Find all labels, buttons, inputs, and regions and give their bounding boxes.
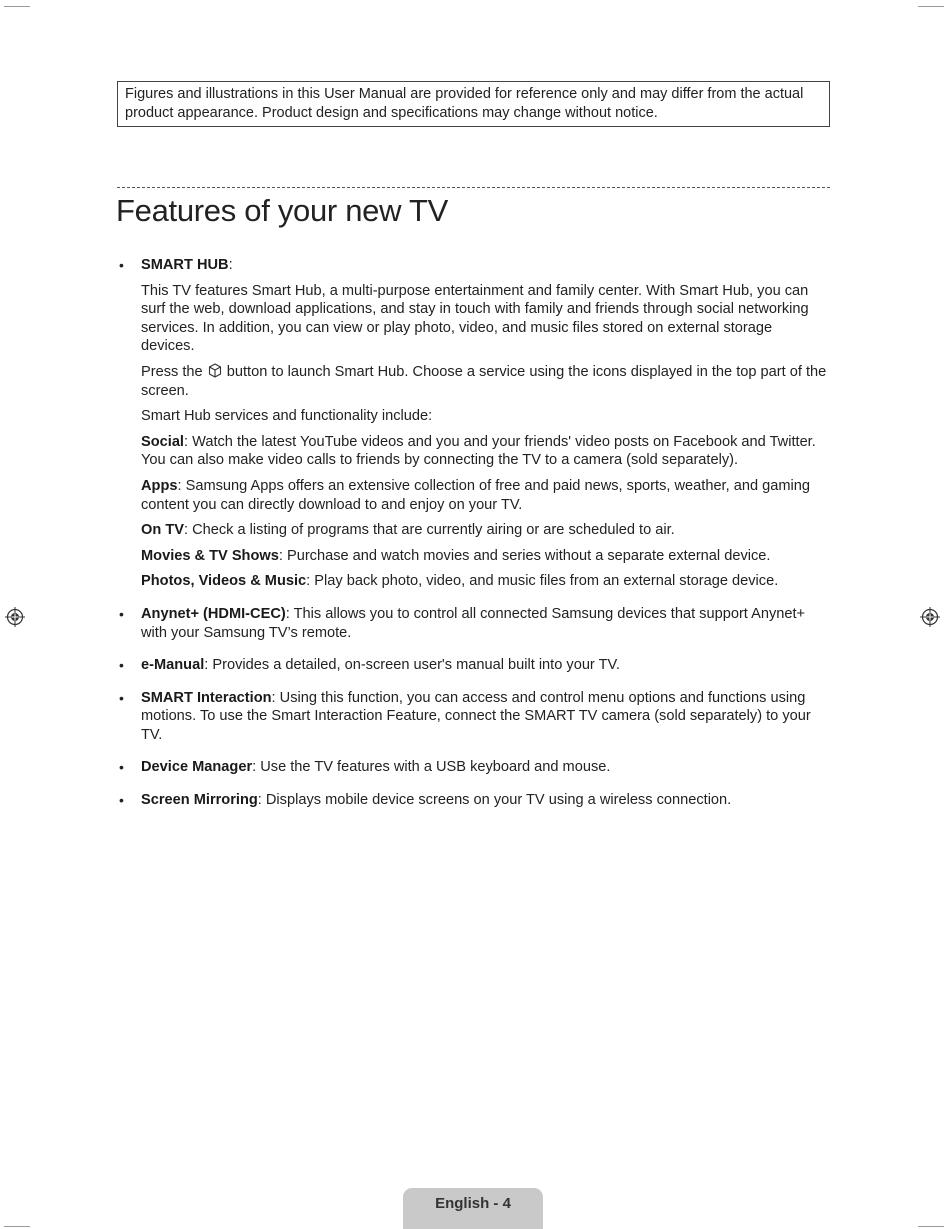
feature-text (141, 689, 827, 745)
bullet: • (119, 689, 124, 706)
feature-colon: : (228, 257, 233, 273)
service-item (141, 547, 827, 566)
feature-list (117, 256, 827, 824)
feature-term: Anynet+ (HDMI-CEC) (141, 605, 286, 622)
service-item (141, 572, 827, 591)
page-title: Features of your new TV (116, 193, 448, 228)
page-number-tab (403, 1188, 543, 1229)
crop-mark (918, 1226, 944, 1227)
section-divider (117, 187, 830, 188)
feature-text (141, 656, 827, 675)
smart-hub-button-icon (208, 363, 222, 378)
feature-text (141, 791, 827, 810)
service-item (141, 521, 827, 540)
feature-text (141, 758, 827, 777)
feature-term: Screen Mirroring (141, 792, 258, 809)
feature-anynet (117, 605, 827, 642)
service-term: Social (141, 433, 184, 450)
feature-description: This TV features Smart Hub, a multi-purpose entertainment and family center. With Smart Hub, you can surf the web, download applications, and stay in touch with family and friends through social networking services. In addition, you can view or play photo, video, and music files stored on external storage devices. (141, 282, 809, 355)
crop-mark (918, 6, 944, 7)
instruction-text: button to launch Smart Hub. Choose a service using the icons displayed in the top part of the screen. (141, 363, 827, 399)
service-item (141, 433, 827, 470)
feature-screen-mirroring (117, 791, 827, 810)
bullet: • (119, 605, 124, 622)
feature-description: : This allows you to control all connected Samsung devices that support Anynet+ with your Samsung TV’s remote. (141, 605, 806, 641)
service-description: : Watch the latest YouTube videos and you and your friends' video posts on Facebook and Twitter. You can also make video calls to friends by connecting the TV to a camera (sold separately). (141, 433, 816, 469)
registration-mark-icon (920, 607, 940, 627)
crop-mark (4, 1226, 30, 1227)
service-term: On TV (141, 522, 184, 539)
feature-description: : Provides a detailed, on-screen user's manual built into your TV. (204, 657, 620, 674)
feature-description: : Displays mobile device screens on your TV using a wireless connection. (257, 792, 732, 809)
bullet: • (119, 759, 124, 776)
feature-term: SMART HUB (141, 257, 229, 273)
feature-smart-hub (117, 256, 827, 591)
disclaimer-notice: Figures and illustrations in this User Manual are provided for reference only and may differ from the actual product appearance. Product design and specifications may change without notice. (117, 81, 830, 127)
service-item (141, 477, 827, 514)
instruction-text: Press the (141, 363, 207, 380)
service-description: : Samsung Apps offers an extensive collection of free and paid news, sports, weather, and gaming content you can directly download to and enjoy on your TV. (141, 477, 810, 513)
feature-term: Device Manager (141, 759, 253, 776)
bullet: • (119, 792, 124, 809)
service-term: Photos, Videos & Music (141, 573, 307, 590)
feature-description: Smart Hub services and functionality include: (141, 408, 433, 425)
feature-description: : Using this function, you can access and control menu options and functions using motions. To use the Smart Interaction Feature, connect the SMART TV camera (sold separately) to your TV. (141, 689, 811, 743)
service-term: Apps (141, 477, 178, 494)
registration-mark-icon (5, 607, 25, 627)
service-description: : Check a listing of programs that are currently airing or are scheduled to air. (183, 522, 675, 539)
feature-term: SMART Interaction (141, 689, 272, 706)
service-description: : Purchase and watch movies and series without a separate external device. (278, 547, 771, 564)
feature-e-manual (117, 656, 827, 675)
feature-text (141, 605, 827, 642)
page-number-label: English - 4 (435, 1195, 511, 1212)
feature-heading (141, 256, 827, 275)
feature-term: e-Manual (141, 657, 205, 674)
feature-instruction (141, 363, 827, 400)
service-description: : Play back photo, video, and music files from an external storage device. (306, 573, 779, 590)
service-term: Movies & TV Shows (141, 547, 279, 564)
crop-mark (4, 6, 30, 7)
bullet: • (119, 657, 124, 674)
bullet: • (119, 257, 124, 273)
feature-smart-interaction (117, 689, 827, 745)
feature-description: : Use the TV features with a USB keyboard and mouse. (252, 759, 611, 776)
feature-device-manager (117, 758, 827, 777)
